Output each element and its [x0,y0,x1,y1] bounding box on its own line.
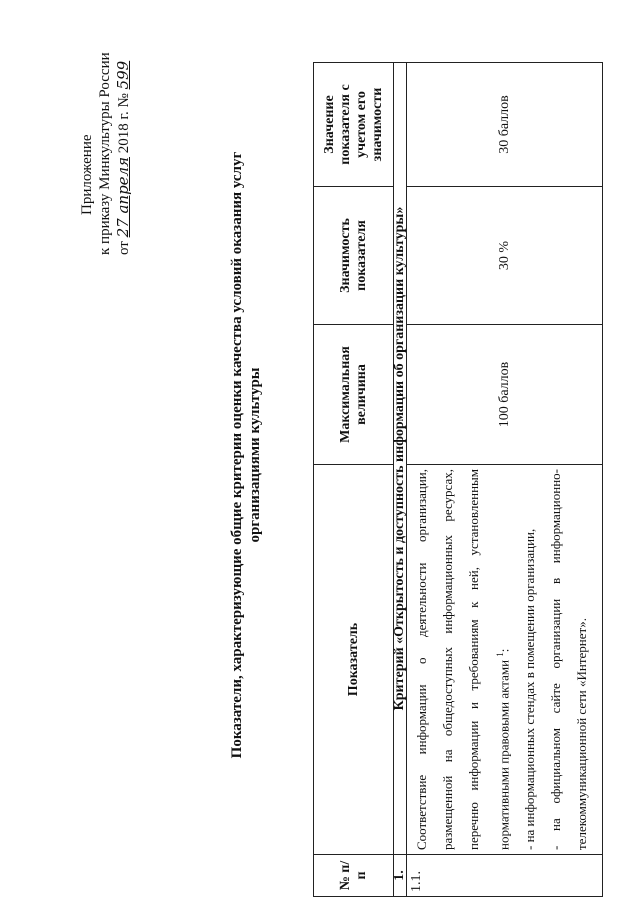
handwritten-number: 599 [114,60,132,90]
header-value: Значение показателя с учетом его значимости [314,63,394,187]
criterion-num: 1. [394,855,407,897]
header-significance: Значимость показателя [314,187,394,325]
handwritten-date: 27 апреля [114,156,132,238]
appendix-order: к приказу Минкультуры России [97,52,113,255]
row-num: 1.1. [407,855,603,897]
appendix-title: Приложение [79,134,95,215]
row-max: 100 баллов [407,325,603,465]
indicator-colon: : [496,648,512,653]
indicator-sub-website: - на официальном сайте организации в информационно-телекоммуникационной сети «Интернет». [548,469,590,850]
document-title: Показатели, характеризующие общие критерии оценки качества условий оказания услуг организациями культуры [229,151,263,759]
appendix-block [78,15,133,255]
row-value: 30 баллов [407,63,603,187]
header-indicator: Показатель [314,465,394,855]
criterion-row [394,63,407,897]
indicator-sub-stands: - на информационных стендах в помещении организации, [522,528,538,850]
row-significance: 30 % [407,187,603,325]
table-row [407,63,603,897]
year-number-label: 2018 г. № [116,93,132,154]
footnote-mark: 1 [495,652,505,657]
indicators-table [313,62,603,897]
date-prefix: от [116,241,132,255]
header-max: Максимальная величина [314,325,394,465]
row-indicator [407,465,603,855]
header-num: № п/п [314,855,394,897]
table-header-row [314,63,394,897]
indicator-main-text: Соответствие информации о деятельности организации, размещенной на общедоступных информационных ресурсах, перечню информации и требованиям к ней, установленным нормативными правовыми актами [414,469,512,850]
appendix-date-line [114,15,133,255]
criterion-text: Критерий «Открытость и доступность информации об организации культуры» [394,63,407,855]
